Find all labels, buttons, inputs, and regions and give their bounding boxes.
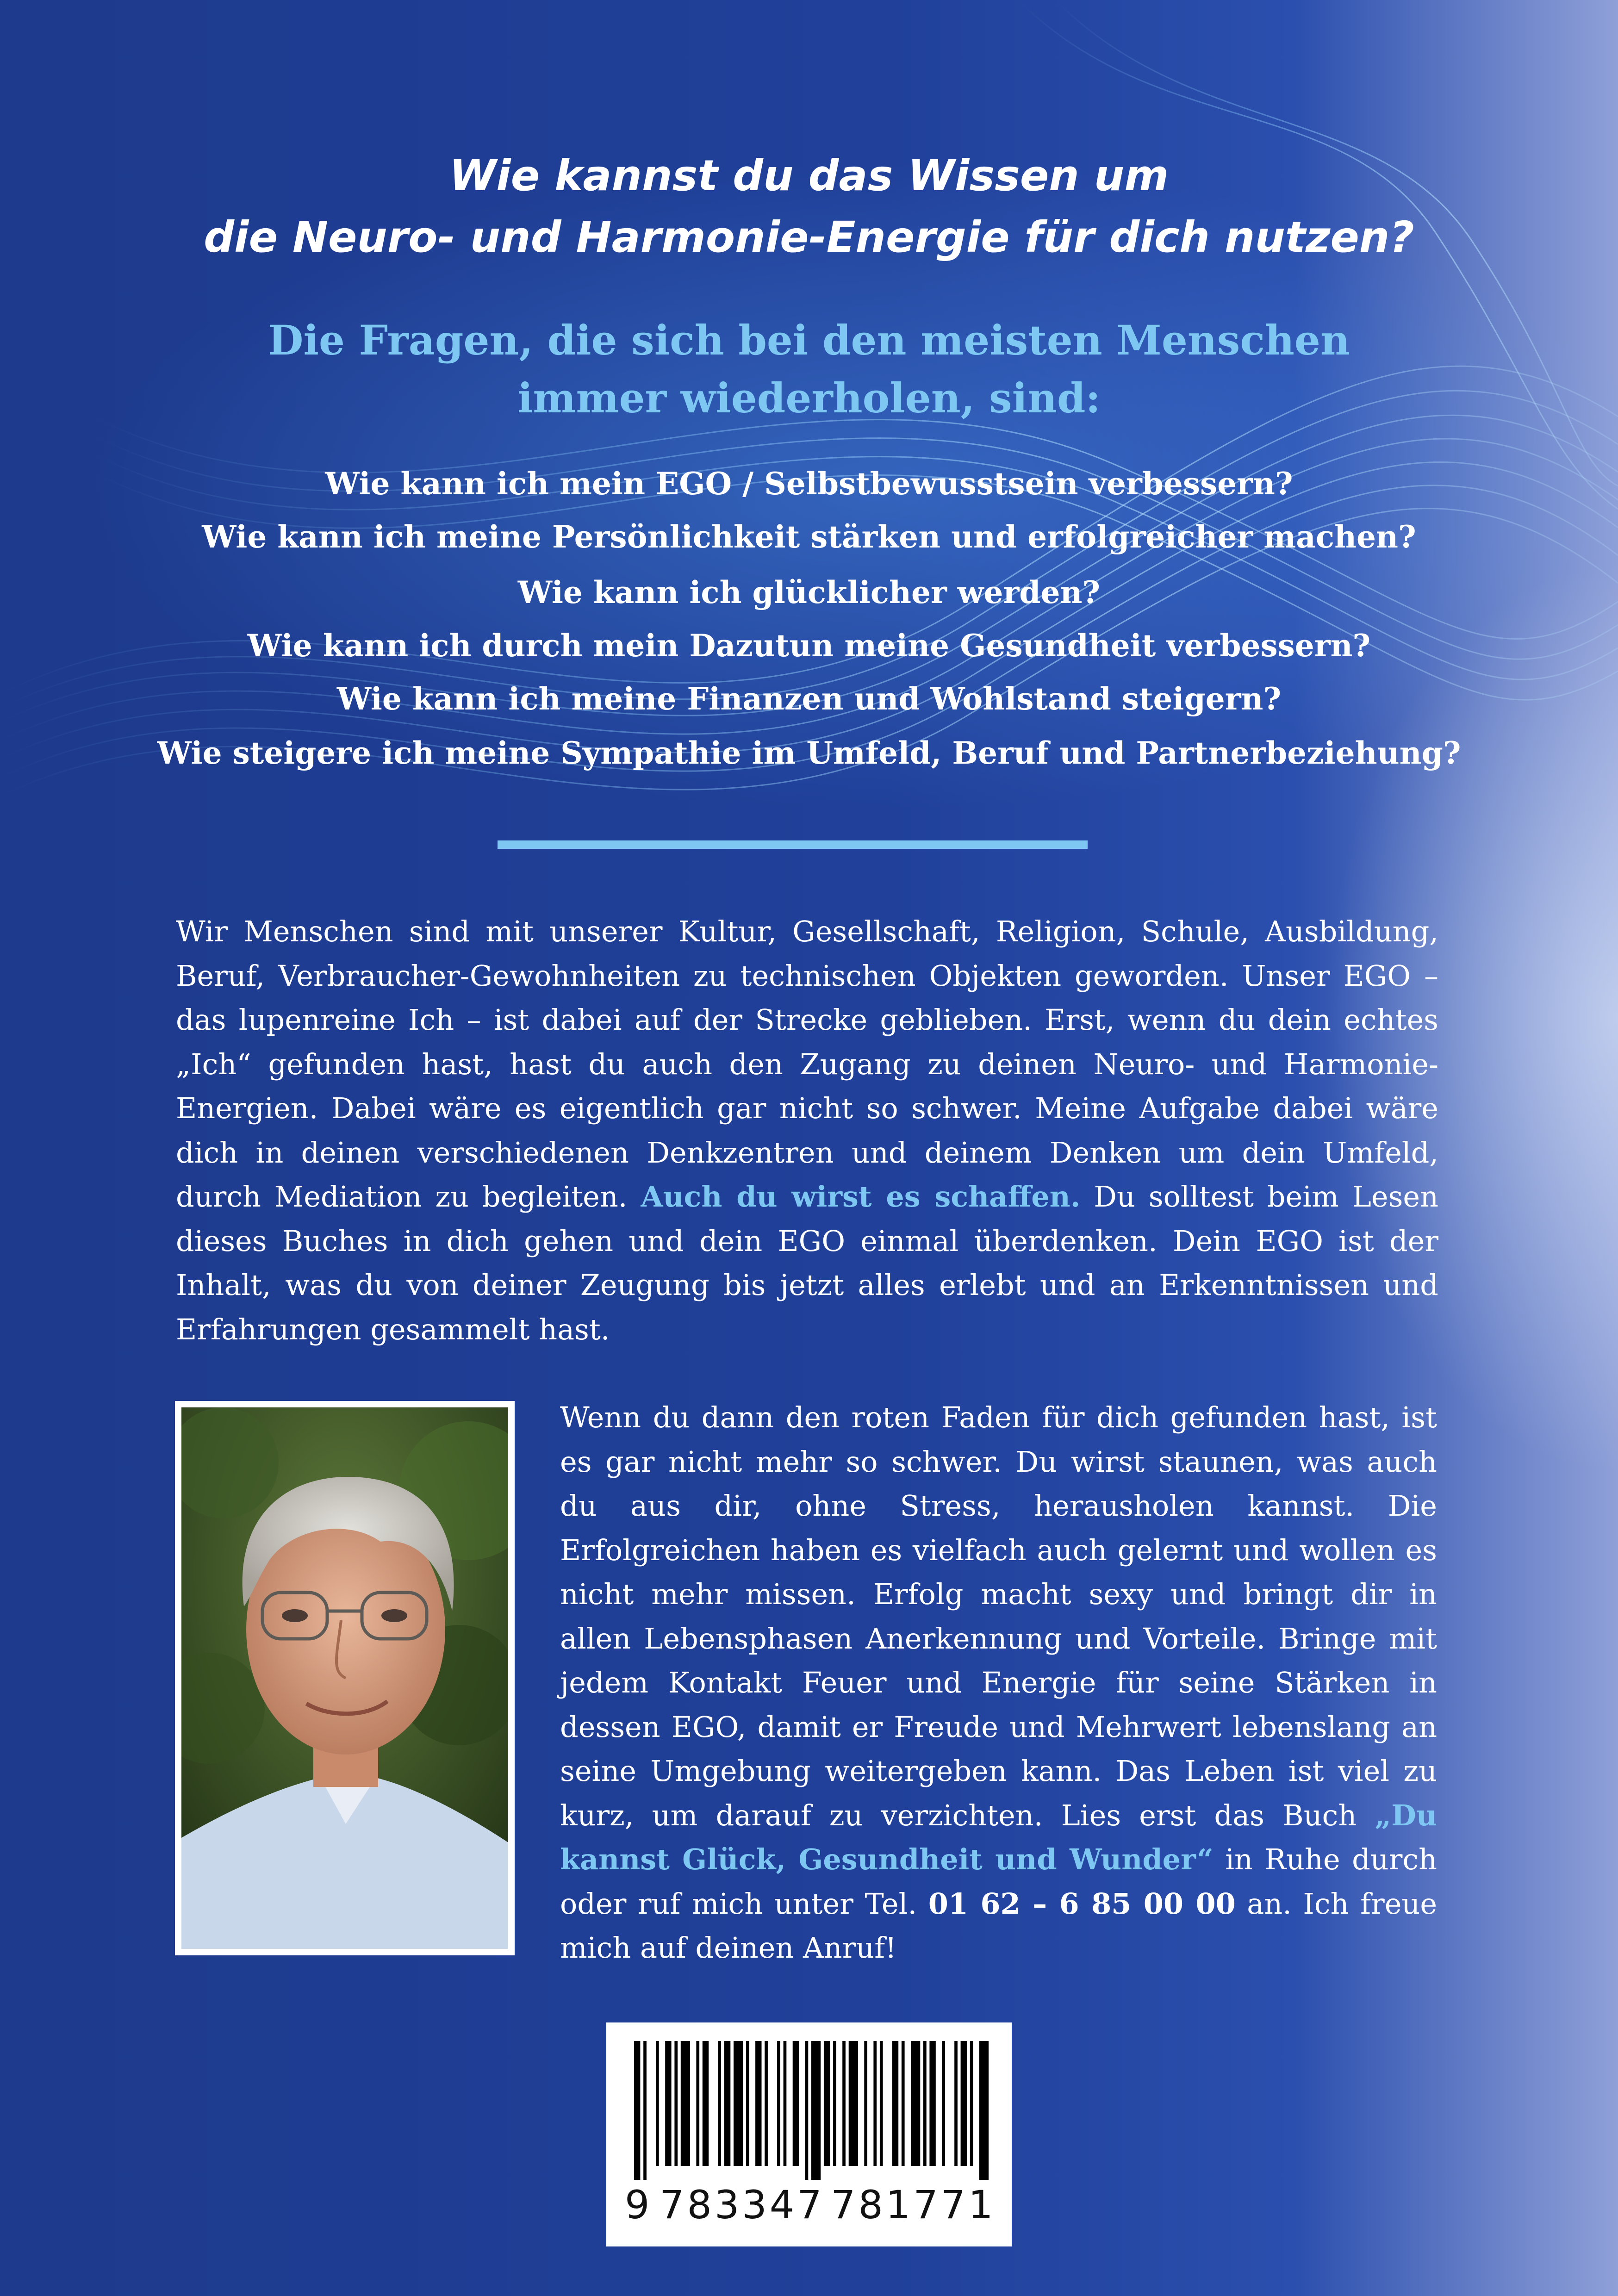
barcode-bar	[864, 2041, 867, 2166]
barcode-bar	[880, 2041, 883, 2166]
question-6: Wie steigere ich meine Sympathie im Umfeld, Beruf und Partnerbeziehung?	[157, 735, 1461, 771]
barcode-bar	[954, 2041, 958, 2166]
barcode-bar	[718, 2041, 721, 2166]
barcode-bar	[777, 2041, 780, 2166]
barcode-bar	[793, 2041, 799, 2166]
book-title: „Du kannst Glück, Gesundheit und Wunder“	[560, 1798, 1437, 1876]
title-line-1: Wie kannst du das Wissen um	[449, 151, 1169, 200]
barcode-bar	[849, 2041, 858, 2166]
barcode-group-1: 783347	[660, 2182, 825, 2228]
barcode-bar	[923, 2041, 927, 2166]
body-1-text: Wir Menschen sind mit unserer Kultur, Gesellschaft, Religion, Schule, Ausbildung, Beruf, Verbraucher-Gewohnheiten zu technischen Objekten geworden. Unser EGO – das lupenreine Ich – ist dabei auf der Strecke geblieben. Erst, wenn du dein echtes „Ich“ gefunden hast, hast du auch den Zugang zu deinen Neuro- und Harmonie-Energien. Dabei wäre es eigentlich gar nicht so schwer. Meine Aufgabe dabei wäre dich in deinen verschiedenen Denkzentren und deinem Denken um dein Umfeld, durch Mediation zu begleiten.	[176, 915, 1438, 1213]
body-paragraph-1	[176, 909, 1438, 1351]
barcode-bar	[665, 2041, 671, 2166]
barcode-bar	[765, 2041, 768, 2166]
body-2-text-mid: in Ruhe durch oder ruf mich unter Tel.	[560, 1842, 1437, 1921]
phone-number: 01 62 – 6 85 00 00	[928, 1886, 1236, 1921]
barcode-bars	[625, 2041, 995, 2180]
barcode-bar	[703, 2041, 709, 2166]
barcode-bar	[734, 2041, 743, 2166]
barcode	[606, 2022, 1012, 2246]
barcode-bar	[970, 2041, 973, 2166]
barcode-bar	[911, 2041, 920, 2166]
question-3: Wie kann ich glücklicher werden?	[517, 574, 1101, 610]
question-4: Wie kann ich durch mein Dazutun meine Gesundheit verbessern?	[247, 628, 1371, 664]
barcode-bar	[805, 2041, 809, 2180]
barcode-bar	[942, 2041, 945, 2166]
barcode-bar	[892, 2041, 898, 2166]
barcode-bar	[656, 2041, 659, 2166]
author-photo	[181, 1407, 508, 1949]
body-2-text: Wenn du dann den roten Faden für dich gefunden hast, ist es gar nicht mehr so schwer. Du wirst staunen, was auch du aus dir, ohne Stress, herausholen kannst. Die Erfolgreichen haben es vielfach auch gelernt und wollen es nicht mehr missen. Erfolg macht sexy und bringt dir in allen Lebensphasen Anerkennung und Vorteile. Bringe mit jedem Kontakt Feuer und Energie für seine Stärken in dessen EGO, damit er Freude und Mehrwert lebenslang an seine Umgebung weitergeben kann. Das Leben ist viel zu kurz, um darauf zu verzichten. Lies erst das Buch	[560, 1400, 1437, 1832]
barcode-bar	[979, 2041, 989, 2180]
barcode-bar	[842, 2041, 846, 2166]
subtitle-line-1: Die Fragen, die sich bei den meisten Menschen	[268, 316, 1350, 364]
body-paragraph-2	[560, 1395, 1437, 1970]
author-photo-frame	[175, 1401, 515, 1955]
question-1: Wie kann ich mein EGO / Selbstbewusstsein verbessern?	[325, 466, 1293, 502]
barcode-bar	[833, 2041, 836, 2166]
barcode-prefix: 9	[625, 2182, 653, 2228]
divider	[498, 840, 1088, 849]
barcode-bar	[755, 2041, 761, 2166]
barcode-bar	[873, 2041, 877, 2166]
barcode-bar	[696, 2041, 699, 2166]
question-5: Wie kann ich meine Finanzen und Wohlstand steigern?	[336, 681, 1282, 717]
barcode-bar	[634, 2041, 640, 2180]
barcode-bar	[746, 2041, 749, 2166]
barcode-bar	[961, 2041, 967, 2166]
barcode-bar	[643, 2041, 647, 2180]
barcode-group-2: 781771	[831, 2182, 996, 2228]
barcode-bar	[681, 2041, 690, 2166]
subtitle-line-2: immer wiederholen, sind:	[517, 374, 1101, 422]
body-1-text-end: Du solltest beim Lesen dieses Buches in dich gehen und dein EGO einmal überdenken. Dein EGO ist der Inhalt, was du von deiner Zeugung bis jetzt alles erlebt und an Erkenntnissen und Erfahrungen gesammelt hast.	[176, 1180, 1439, 1346]
question-2: Wie kann ich meine Persönlichkeit stärken und erfolgreicher machen?	[202, 519, 1416, 555]
barcode-digits	[606, 2182, 1012, 2228]
barcode-bar	[824, 2041, 830, 2166]
highlight-text: Auch du wirst es schaffen.	[641, 1180, 1081, 1213]
body-2-text-end: an. Ich freue mich auf deinen Anruf!	[560, 1886, 1438, 1965]
barcode-bar	[902, 2041, 905, 2166]
barcode-bar	[929, 2041, 935, 2166]
barcode-bar	[811, 2041, 821, 2180]
barcode-bar	[784, 2041, 787, 2166]
title-line-2: die Neuro- und Harmonie-Energie für dich nutzen?	[204, 212, 1414, 262]
barcode-bar	[724, 2041, 730, 2166]
barcode-bar	[674, 2041, 678, 2166]
